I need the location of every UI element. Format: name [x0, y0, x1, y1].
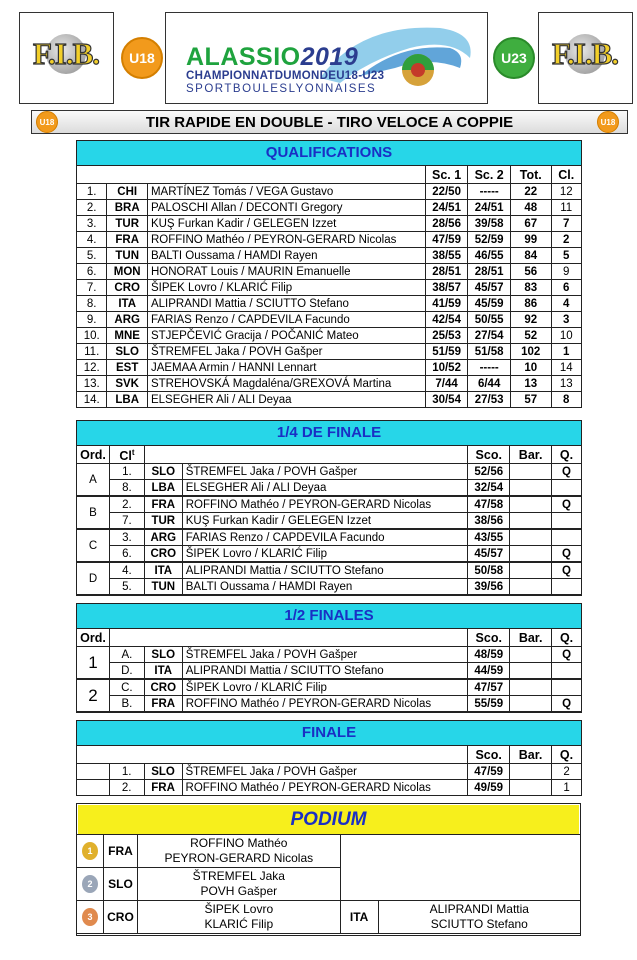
country-code: MNE	[107, 328, 148, 344]
u18-badge: U18	[121, 37, 163, 79]
players: KUŞ Furkan Kadir / GELEGEN Izzet	[147, 216, 425, 232]
seed: A.	[109, 647, 144, 663]
table-row	[77, 480, 582, 497]
score: 38/56	[468, 513, 510, 530]
event-title: TIR RAPIDE EN DOUBLE - TIRO VELOCE A COPPIE	[145, 113, 514, 131]
barrage	[510, 464, 552, 480]
event-brand: ALASSIO2019	[186, 43, 359, 71]
players: KUŞ Furkan Kadir / GELEGEN Izzet	[182, 513, 468, 530]
podium-second-player2: POVH Gašper	[200, 884, 278, 898]
col-bar: Bar.	[510, 629, 552, 647]
total: 22	[510, 184, 551, 200]
country-code: FRA	[144, 696, 182, 713]
score-1: 25/53	[425, 328, 468, 344]
players: STREHOVSKÁ Magdaléna/GREXOVÁ Martina	[147, 376, 425, 392]
players: ŠTREMFEL Jaka / POVH Gašper	[147, 344, 425, 360]
score-2: 52/59	[468, 232, 511, 248]
table-row	[77, 296, 582, 312]
total: 102	[510, 344, 551, 360]
total: 99	[510, 232, 551, 248]
classification: 4	[551, 296, 582, 312]
rank: 6.	[77, 264, 107, 280]
col-sco: Sco.	[468, 629, 510, 647]
barrage	[510, 480, 552, 497]
players: ROFFINO Mathéo / PEYRON-GERARD Nicolas	[147, 232, 425, 248]
seed: 4.	[109, 562, 144, 579]
u18-badge-small-left: U18	[36, 111, 58, 133]
barrage	[510, 764, 552, 780]
score-1: 30/54	[425, 392, 468, 408]
barrage	[510, 496, 552, 513]
podium-third-a-country: CRO	[103, 901, 137, 934]
col-ord: Ord.	[77, 446, 110, 464]
rank: 9.	[77, 312, 107, 328]
table-row	[77, 513, 582, 530]
table-row	[77, 376, 582, 392]
rank: 2.	[77, 200, 107, 216]
score-2: 24/51	[468, 200, 511, 216]
country-code: TUN	[107, 248, 148, 264]
classification: 14	[551, 360, 582, 376]
barrage	[510, 780, 552, 796]
total: 48	[510, 200, 551, 216]
country-code: ITA	[144, 663, 182, 680]
score-2: 50/55	[468, 312, 511, 328]
podium-third-a-player2: KLARIĆ Filip	[204, 917, 274, 931]
qualified: Q	[552, 562, 582, 579]
players: ALIPRANDI Mattia / SCIUTTO Stefano	[147, 296, 425, 312]
classification: 10	[551, 328, 582, 344]
col-bar: Bar.	[510, 746, 552, 764]
table-row	[77, 200, 582, 216]
country-code: MON	[107, 264, 148, 280]
country-code: FRA	[144, 496, 182, 513]
score-2: -----	[468, 184, 511, 200]
final-place: 1	[552, 780, 582, 796]
classification: 11	[551, 200, 582, 216]
rank: 10.	[77, 328, 107, 344]
col-sco: Sco.	[468, 446, 510, 464]
players: ALIPRANDI Mattia / SCIUTTO Stefano	[182, 562, 468, 579]
score-1: 10/52	[425, 360, 468, 376]
players: BALTI Oussama / HAMDI Rayen	[182, 579, 468, 596]
u18-badge-small-right: U18	[597, 111, 619, 133]
col-clt: Cl$^t$	[109, 446, 144, 464]
country-code: ARG	[144, 529, 182, 546]
rank: 8.	[77, 296, 107, 312]
country-code: SLO	[107, 344, 148, 360]
table-row	[77, 248, 582, 264]
score-2: 28/51	[468, 264, 511, 280]
score-2: 27/54	[468, 328, 511, 344]
qualified	[552, 480, 582, 497]
table-row	[77, 780, 582, 796]
qualified	[552, 579, 582, 596]
barrage	[510, 579, 552, 596]
place: 2.	[109, 780, 144, 796]
fib-logo-text: F.I.B.	[32, 36, 100, 71]
table-row	[77, 312, 582, 328]
qualifications-title: QUALIFICATIONS	[77, 141, 582, 166]
country-code: BRA	[107, 200, 148, 216]
table-row	[77, 562, 582, 579]
players: ŠTREMFEL Jaka / POVH Gašper	[182, 764, 468, 780]
podium-box	[76, 803, 581, 936]
table-row	[77, 496, 582, 513]
players: FARIAS Renzo / CAPDEVILA Facundo	[182, 529, 468, 546]
table-row	[77, 184, 582, 200]
bronze-medal-icon: 3	[82, 908, 98, 926]
country-code: LBA	[144, 480, 182, 497]
seed: 7.	[109, 513, 144, 530]
score: 47/59	[468, 764, 510, 780]
country-code: CRO	[107, 280, 148, 296]
event-subtitle: CHAMPIONNATDUMONDEU18-U23	[186, 70, 385, 82]
col-tot: Tot.	[510, 166, 551, 184]
players: ŠIPEK Lovro / KLARIĆ Filip	[182, 679, 468, 696]
score-1: 38/57	[425, 280, 468, 296]
country-code: FRA	[144, 780, 182, 796]
players: HONORAT Louis / MAURIN Emanuelle	[147, 264, 425, 280]
barrage	[510, 663, 552, 680]
podium-title: PODIUM	[78, 805, 579, 835]
col-sco: Sco.	[468, 746, 510, 764]
podium-third-a-player1: ŠIPEK Lovro	[204, 902, 274, 916]
col-sc2: Sc. 2	[468, 166, 511, 184]
rank: 7.	[77, 280, 107, 296]
seed: 2.	[109, 496, 144, 513]
final-place: 2	[552, 764, 582, 780]
quarter-final-title: 1/4 DE FINALE	[77, 421, 582, 446]
score: 47/57	[468, 679, 510, 696]
rank: 11.	[77, 344, 107, 360]
quarter-final-table	[76, 420, 582, 596]
order-label: C	[77, 529, 110, 562]
table-row	[77, 647, 582, 663]
country-code: FRA	[107, 232, 148, 248]
classification: 3	[551, 312, 582, 328]
seed: 3.	[109, 529, 144, 546]
classification: 9	[551, 264, 582, 280]
players: ROFFINO Mathéo / PEYRON-GERARD Nicolas	[182, 780, 468, 796]
players: FARIAS Renzo / CAPDEVILA Facundo	[147, 312, 425, 328]
rank: 13.	[77, 376, 107, 392]
players: ALIPRANDI Mattia / SCIUTTO Stefano	[182, 663, 468, 680]
table-row	[77, 764, 582, 780]
score-1: 41/59	[425, 296, 468, 312]
players: BALTI Oussama / HAMDI Rayen	[147, 248, 425, 264]
players: ŠIPEK Lovro / KLARIĆ Filip	[147, 280, 425, 296]
order-label: B	[77, 496, 110, 529]
qualifications-table	[76, 140, 582, 408]
players: MARTÍNEZ Tomás / VEGA Gustavo	[147, 184, 425, 200]
country-code: TUR	[144, 513, 182, 530]
qualified: Q	[552, 496, 582, 513]
total: 52	[510, 328, 551, 344]
classification: 1	[551, 344, 582, 360]
classification: 13	[551, 376, 582, 392]
classification: 12	[551, 184, 582, 200]
rank: 1.	[77, 184, 107, 200]
total: 57	[510, 392, 551, 408]
players: JAEMAA Armin / HANNI Lennart	[147, 360, 425, 376]
total: 92	[510, 312, 551, 328]
barrage	[510, 562, 552, 579]
table-row	[77, 464, 582, 480]
silver-medal-icon: 2	[82, 875, 98, 893]
event-sport: SPORTBOULESLYONNAISES	[186, 83, 377, 95]
table-row	[77, 264, 582, 280]
seed: 6.	[109, 546, 144, 563]
score-2: 46/55	[468, 248, 511, 264]
country-code: EST	[107, 360, 148, 376]
score-1: 42/54	[425, 312, 468, 328]
score-1: 22/50	[425, 184, 468, 200]
score: 47/58	[468, 496, 510, 513]
fib-logo-right	[539, 30, 631, 78]
qualified	[552, 513, 582, 530]
rank: 3.	[77, 216, 107, 232]
table-row	[77, 679, 582, 696]
classification: 2	[551, 232, 582, 248]
country-code: TUR	[107, 216, 148, 232]
score: 52/56	[468, 464, 510, 480]
score-2: 51/58	[468, 344, 511, 360]
table-row	[77, 696, 582, 713]
semi-final-rows	[77, 647, 582, 713]
score-1: 7/44	[425, 376, 468, 392]
country-code: ITA	[144, 562, 182, 579]
country-code: SVK	[107, 376, 148, 392]
country-code: SLO	[144, 464, 182, 480]
players: ŠTREMFEL Jaka / POVH Gašper	[182, 464, 468, 480]
fib-logo-text: F.I.B.	[551, 36, 619, 71]
col-q: Q.	[552, 629, 582, 647]
players: ROFFINO Mathéo / PEYRON-GERARD Nicolas	[182, 696, 468, 713]
seed: 8.	[109, 480, 144, 497]
table-row	[77, 344, 582, 360]
place: 1.	[109, 764, 144, 780]
seed: B.	[109, 696, 144, 713]
semi-final-title: 1/2 FINALES	[77, 604, 582, 629]
score: 39/56	[468, 579, 510, 596]
table-row	[77, 546, 582, 563]
barrage	[510, 696, 552, 713]
seed: 5.	[109, 579, 144, 596]
podium-first-player2: PEYRON-GERARD Nicolas	[164, 851, 314, 865]
u23-badge: U23	[493, 37, 535, 79]
final-rows	[77, 764, 582, 796]
score-1: 51/59	[425, 344, 468, 360]
total: 84	[510, 248, 551, 264]
qualified: Q	[552, 647, 582, 663]
country-code: LBA	[107, 392, 148, 408]
qualified	[552, 663, 582, 680]
rank: 5.	[77, 248, 107, 264]
seed: 1.	[109, 464, 144, 480]
order-label: D	[77, 562, 110, 595]
players: ROFFINO Mathéo / PEYRON-GERARD Nicolas	[182, 496, 468, 513]
classification: 8	[551, 392, 582, 408]
score-1: 24/51	[425, 200, 468, 216]
col-cl: Cl.	[551, 166, 582, 184]
col-q: Q.	[552, 446, 582, 464]
blank-cell	[77, 780, 110, 796]
players: ŠIPEK Lovro / KLARIĆ Filip	[182, 546, 468, 563]
qualifications-rows	[77, 184, 582, 408]
total: 10	[510, 360, 551, 376]
order-label: A	[77, 464, 110, 497]
country-code: TUN	[144, 579, 182, 596]
order-label: 2	[77, 679, 110, 712]
blank-cell	[77, 764, 110, 780]
table-row	[77, 216, 582, 232]
players: ŠTREMFEL Jaka / POVH Gašper	[182, 647, 468, 663]
podium-first-country: FRA	[103, 835, 137, 868]
qualified	[552, 529, 582, 546]
podium-first-player1: ROFFINO Mathéo	[190, 836, 288, 850]
barrage	[510, 546, 552, 563]
score: 43/55	[468, 529, 510, 546]
country-code: SLO	[144, 764, 182, 780]
score: 32/54	[468, 480, 510, 497]
country-code: CRO	[144, 546, 182, 563]
col-bar: Bar.	[510, 446, 552, 464]
rank: 14.	[77, 392, 107, 408]
classification: 7	[551, 216, 582, 232]
score-2: 39/58	[468, 216, 511, 232]
score: 44/59	[468, 663, 510, 680]
country-code: CRO	[144, 679, 182, 696]
score-2: 27/53	[468, 392, 511, 408]
score-1: 38/55	[425, 248, 468, 264]
rank: 4.	[77, 232, 107, 248]
podium-second-country: SLO	[103, 868, 137, 901]
score-2: 6/44	[468, 376, 511, 392]
country-code: ITA	[107, 296, 148, 312]
event-title-bar	[31, 110, 628, 134]
score-2: 45/57	[468, 280, 511, 296]
podium-table	[76, 834, 581, 934]
semi-final-table	[76, 603, 582, 713]
score: 45/57	[468, 546, 510, 563]
table-row	[77, 280, 582, 296]
col-sc1: Sc. 1	[425, 166, 468, 184]
country-code: SLO	[144, 647, 182, 663]
podium-third-b-player2: SCIUTTO Stefano	[430, 917, 528, 931]
players: PALOSCHI Allan / DECONTI Gregory	[147, 200, 425, 216]
total: 83	[510, 280, 551, 296]
country-code: CHI	[107, 184, 148, 200]
players: ELSEGHER Ali / ALI Deyaa	[182, 480, 468, 497]
table-row	[77, 360, 582, 376]
col-ord: Ord.	[77, 629, 110, 647]
quarter-final-rows	[77, 464, 582, 596]
players: STJEPČEVIĆ Gracija / POČANIĆ Mateo	[147, 328, 425, 344]
total: 86	[510, 296, 551, 312]
barrage	[510, 513, 552, 530]
order-label: 1	[77, 647, 110, 680]
podium-third-b-country: ITA	[340, 901, 378, 934]
gold-medal-icon: 1	[82, 842, 98, 860]
score: 55/59	[468, 696, 510, 713]
qualified	[552, 679, 582, 696]
qualified: Q	[552, 464, 582, 480]
barrage	[510, 647, 552, 663]
score: 49/59	[468, 780, 510, 796]
barrage	[510, 679, 552, 696]
seed: C.	[109, 679, 144, 696]
qualified: Q	[552, 696, 582, 713]
qualified: Q	[552, 546, 582, 563]
table-row	[77, 529, 582, 546]
barrage	[510, 529, 552, 546]
podium-second-player1: ŠTREMFEL Jaka	[192, 869, 285, 883]
table-row	[77, 663, 582, 680]
classification: 5	[551, 248, 582, 264]
table-row	[77, 392, 582, 408]
fib-logo-left	[20, 30, 112, 78]
score-2: 45/59	[468, 296, 511, 312]
table-row	[77, 579, 582, 596]
total: 67	[510, 216, 551, 232]
players: ELSEGHER Ali / ALI Deyaa	[147, 392, 425, 408]
col-q: Q.	[552, 746, 582, 764]
score-1: 28/51	[425, 264, 468, 280]
table-row	[77, 232, 582, 248]
final-title: FINALE	[77, 721, 582, 746]
score-2: -----	[468, 360, 511, 376]
rank: 12.	[77, 360, 107, 376]
podium-third-b-player1: ALIPRANDI Mattia	[429, 902, 529, 916]
total: 56	[510, 264, 551, 280]
total: 13	[510, 376, 551, 392]
score: 50/58	[468, 562, 510, 579]
classification: 6	[551, 280, 582, 296]
score-1: 28/56	[425, 216, 468, 232]
table-row	[77, 328, 582, 344]
country-code: ARG	[107, 312, 148, 328]
final-table	[76, 720, 582, 796]
seed: D.	[109, 663, 144, 680]
score-1: 47/59	[425, 232, 468, 248]
score: 48/59	[468, 647, 510, 663]
